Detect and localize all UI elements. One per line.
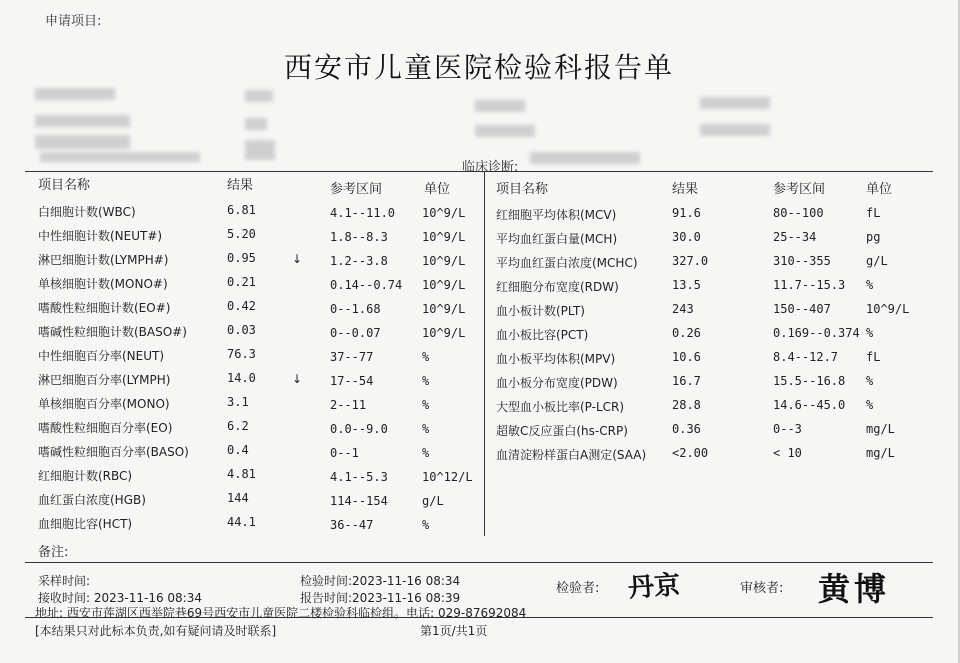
redacted-patient-info: [245, 140, 275, 160]
row-range: 0.14--0.74: [330, 278, 403, 292]
tester-signature: 丹京: [627, 570, 682, 604]
redacted-patient-info: [245, 118, 267, 130]
row-name: 超敏C反应蛋白(hs-CRP): [496, 424, 628, 438]
row-range: 2--11: [330, 398, 367, 412]
row-result: 10.6: [672, 350, 701, 364]
receive-time: 接收时间: 2023-11-16 08:34: [38, 591, 202, 605]
row-name: 大型血小板比率(P-LCR): [496, 400, 625, 414]
row-range: 0--0.07: [330, 326, 381, 340]
row-name: 淋巴细胞百分率(LYMPH): [38, 373, 171, 387]
row-name: 血清淀粉样蛋白A测定(SAA): [496, 448, 647, 462]
row-result: 3.1: [227, 395, 249, 409]
row-result: 0.95: [227, 251, 256, 265]
redacted-patient-info: [700, 124, 770, 136]
row-range: 0--1: [330, 446, 359, 460]
row-range: 36--47: [330, 518, 374, 532]
row-name: 血细胞比容(HCT): [38, 517, 133, 531]
page-number: 第1页/共1页: [420, 624, 488, 638]
left-header-unit: 单位: [424, 182, 451, 197]
left-header-result: 结果: [227, 178, 254, 193]
tester-label: 检验者:: [556, 581, 600, 596]
row-name: 血红蛋白浓度(HGB): [38, 493, 146, 507]
row-name: 红细胞计数(RBC): [38, 469, 133, 483]
row-unit: g/L: [866, 254, 888, 268]
row-unit: %: [422, 374, 430, 388]
right-header-name: 项目名称: [496, 182, 549, 197]
redacted-patient-info: [40, 152, 200, 162]
row-result: 4.81: [227, 467, 256, 481]
row-name: 嗜碱性粒细胞计数(BASO#): [38, 325, 187, 339]
address-line: 地址: 西安市莲湖区西举院巷69号西安市儿童医院二楼检验科临检组。电话: 029-87692084: [35, 606, 527, 620]
row-result: 5.20: [227, 227, 256, 241]
redacted-patient-info: [35, 135, 130, 149]
row-range: 4.1--11.0: [330, 206, 396, 220]
table-divider: [484, 172, 485, 536]
row-name: 平均血红蛋白量(MCH): [496, 232, 618, 246]
row-name: 血小板比容(PCT): [496, 328, 589, 342]
table-top-rule: [25, 171, 933, 172]
row-name: 单核细胞计数(MONO#): [38, 277, 168, 291]
sample-time: 采样时间:: [38, 574, 91, 588]
left-header-range: 参考区间: [330, 182, 383, 197]
row-result: 327.0: [672, 254, 709, 268]
row-name: 嗜碱性粒细胞百分率(BASO): [38, 445, 189, 459]
row-name: 淋巴细胞计数(LYMPH#): [38, 253, 169, 267]
row-range: 0.0--9.0: [330, 422, 388, 436]
row-unit: 10^9/L: [422, 206, 466, 220]
clinical-diagnosis-label: 临床诊断:: [462, 160, 519, 175]
row-result: 44.1: [227, 515, 256, 529]
redacted-patient-info: [35, 88, 115, 100]
row-unit: %: [422, 398, 430, 412]
row-name: 平均血红蛋白浓度(MCHC): [496, 256, 638, 270]
row-result: 0.03: [227, 323, 256, 337]
row-unit: %: [422, 446, 430, 460]
row-name: 血小板平均体积(MPV): [496, 352, 616, 366]
low-flag-arrow: ↓: [292, 372, 303, 386]
row-result: 6.2: [227, 419, 249, 433]
row-result: 0.42: [227, 299, 256, 313]
redacted-patient-info: [530, 152, 640, 164]
row-result: 0.4: [227, 443, 249, 457]
low-flag-arrow: ↓: [292, 252, 303, 266]
row-range: 11.7--15.3: [773, 278, 846, 292]
table-bottom-rule: [25, 562, 933, 563]
row-range: 1.8--8.3: [330, 230, 388, 244]
row-unit: g/L: [422, 494, 444, 508]
right-header-unit: 单位: [866, 182, 893, 197]
row-result: 91.6: [672, 206, 701, 220]
row-range: < 10: [773, 446, 802, 460]
row-range: 17--54: [330, 374, 374, 388]
row-range: 15.5--16.8: [773, 374, 846, 388]
row-unit: %: [866, 326, 874, 340]
row-unit: mg/L: [866, 422, 895, 436]
row-unit: %: [866, 398, 874, 412]
row-range: 0.169--0.374: [773, 326, 860, 340]
row-result: 30.0: [672, 230, 701, 244]
row-name: 白细胞计数(WBC): [38, 205, 136, 219]
request-items-label: 申请项目:: [45, 14, 102, 29]
row-unit: 10^9/L: [422, 278, 466, 292]
row-result: 13.5: [672, 278, 701, 292]
row-range: 150--407: [773, 302, 831, 316]
row-unit: 10^9/L: [422, 326, 466, 340]
row-range: 25--34: [773, 230, 817, 244]
reviewer-label: 审核者:: [740, 581, 784, 596]
row-name: 血小板分布宽度(PDW): [496, 376, 618, 390]
row-result: 28.8: [672, 398, 701, 412]
remarks-label: 备注:: [38, 545, 69, 560]
row-range: 1.2--3.8: [330, 254, 388, 268]
row-name: 嗜酸性粒细胞百分率(EO): [38, 421, 173, 435]
row-result: 76.3: [227, 347, 256, 361]
row-result: 243: [672, 302, 694, 316]
row-unit: 10^9/L: [866, 302, 910, 316]
row-unit: %: [866, 278, 874, 292]
row-name: 嗜酸性粒细胞计数(EO#): [38, 301, 171, 315]
row-name: 红细胞平均体积(MCV): [496, 208, 617, 222]
row-unit: 10^9/L: [422, 254, 466, 268]
row-unit: fL: [866, 350, 881, 364]
row-name: 中性细胞百分率(NEUT): [38, 349, 165, 363]
row-unit: 10^12/L: [422, 470, 473, 484]
test-time: 检验时间:2023-11-16 08:34: [300, 574, 461, 588]
disclaimer: [本结果只对此标本负责,如有疑问请及时联系]: [35, 624, 277, 638]
redacted-patient-info: [475, 100, 525, 112]
row-name: 中性细胞计数(NEUT#): [38, 229, 163, 243]
redacted-patient-info: [475, 125, 535, 137]
right-header-result: 结果: [672, 182, 699, 197]
row-range: 8.4--12.7: [773, 350, 839, 364]
row-result: 16.7: [672, 374, 701, 388]
row-range: 114--154: [330, 494, 388, 508]
redacted-patient-info: [700, 97, 770, 109]
row-unit: 10^9/L: [422, 302, 466, 316]
row-range: 80--100: [773, 206, 824, 220]
row-unit: fL: [866, 206, 881, 220]
row-name: 血小板计数(PLT): [496, 304, 585, 318]
row-unit: 10^9/L: [422, 230, 466, 244]
redacted-patient-info: [245, 90, 273, 102]
row-unit: %: [422, 422, 430, 436]
row-name: 红细胞分布宽度(RDW): [496, 280, 619, 294]
row-range: 0--1.68: [330, 302, 381, 316]
row-range: 310--355: [773, 254, 831, 268]
row-result: <2.00: [672, 446, 709, 460]
row-unit: %: [866, 374, 874, 388]
row-range: 37--77: [330, 350, 374, 364]
row-result: 0.26: [672, 326, 701, 340]
row-range: 0--3: [773, 422, 802, 436]
left-header-name: 项目名称: [38, 178, 91, 193]
row-unit: %: [422, 350, 430, 364]
row-result: 6.81: [227, 203, 256, 217]
row-unit: pg: [866, 230, 881, 244]
reviewer-signature: 黄博: [818, 570, 891, 608]
row-result: 0.21: [227, 275, 256, 289]
row-range: 14.6--45.0: [773, 398, 846, 412]
row-unit: mg/L: [866, 446, 895, 460]
right-header-range: 参考区间: [773, 182, 826, 197]
row-name: 单核细胞百分率(MONO): [38, 397, 170, 411]
row-result: 144: [227, 491, 249, 505]
report-title: 西安市儿童医院检验科报告单: [283, 51, 674, 84]
row-result: 14.0: [227, 371, 256, 385]
row-range: 4.1--5.3: [330, 470, 388, 484]
row-unit: %: [422, 518, 430, 532]
report-time: 报告时间:2023-11-16 08:39: [300, 591, 461, 605]
redacted-patient-info: [35, 115, 130, 127]
row-result: 0.36: [672, 422, 701, 436]
